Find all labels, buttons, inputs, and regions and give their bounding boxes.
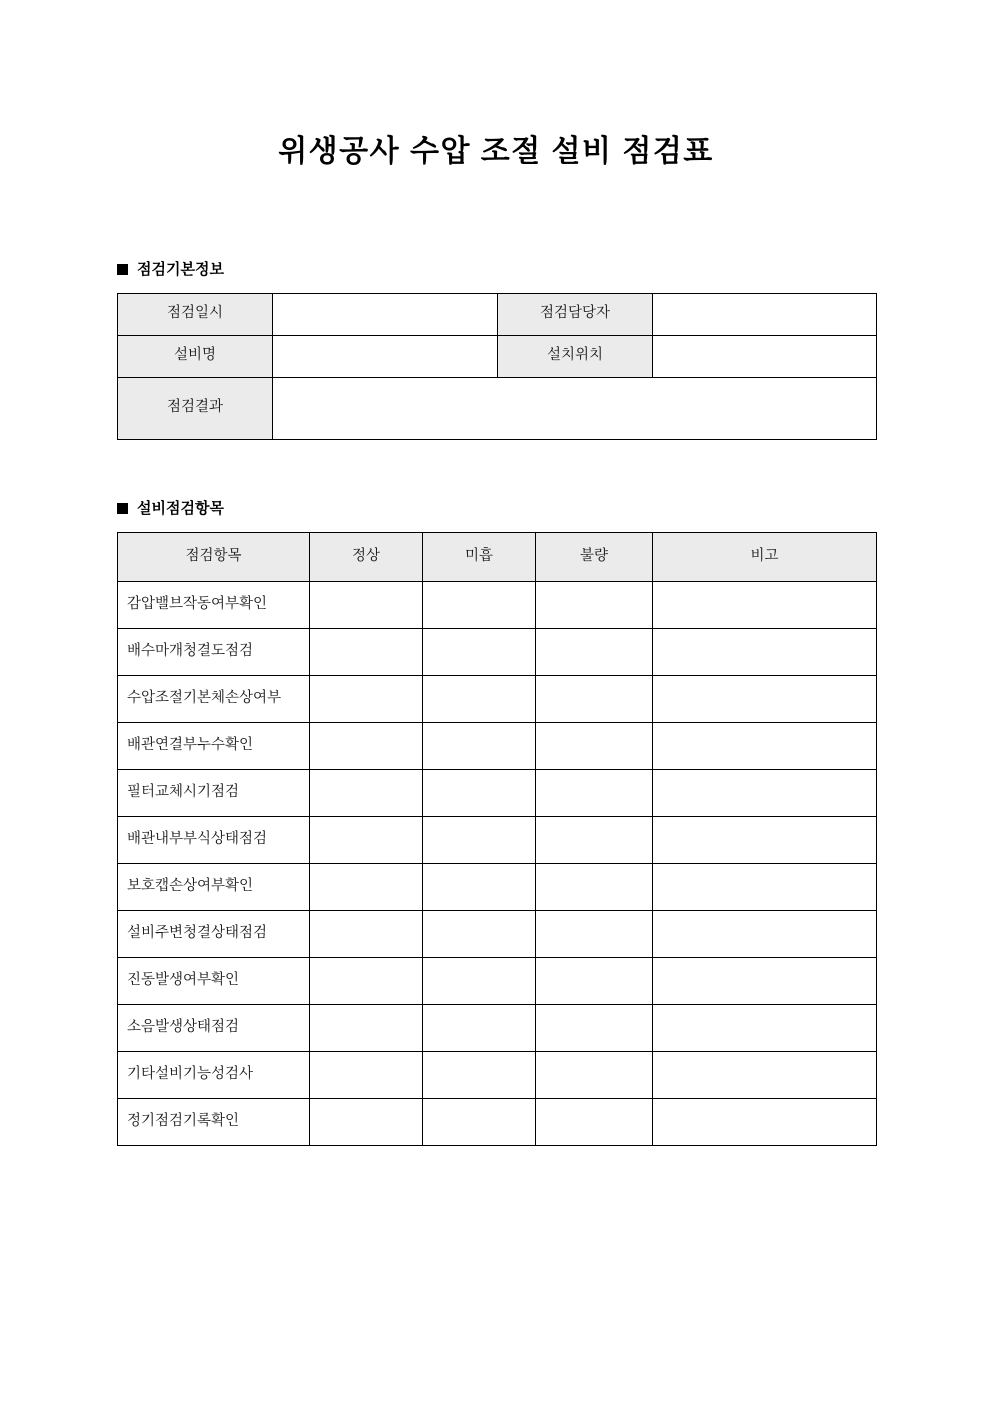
- table-row: [118, 335, 877, 377]
- inspection-remark[interactable]: [653, 1051, 877, 1098]
- inspection-mark-insufficient[interactable]: [423, 722, 536, 769]
- inspection-mark-normal[interactable]: [310, 1004, 423, 1051]
- inspection-remark[interactable]: [653, 816, 877, 863]
- inspection-mark-normal[interactable]: [310, 628, 423, 675]
- inspection-mark-defective[interactable]: [536, 863, 653, 910]
- section-heading-label: 설비점검항목: [137, 499, 224, 517]
- field-label-equipment-name: 설비명: [118, 335, 273, 377]
- inspection-mark-normal[interactable]: [310, 1051, 423, 1098]
- inspection-remark[interactable]: [653, 628, 877, 675]
- inspection-mark-defective[interactable]: [536, 957, 653, 1004]
- inspection-mark-defective[interactable]: [536, 769, 653, 816]
- field-value-inspection-datetime[interactable]: [273, 293, 498, 335]
- field-value-inspector[interactable]: [653, 293, 877, 335]
- inspection-mark-normal[interactable]: [310, 1098, 423, 1145]
- inspection-remark[interactable]: [653, 910, 877, 957]
- inspection-item-label: 설비주변청결상태점검: [118, 910, 310, 957]
- inspection-mark-insufficient[interactable]: [423, 1051, 536, 1098]
- inspection-mark-insufficient[interactable]: [423, 628, 536, 675]
- inspection-mark-defective[interactable]: [536, 675, 653, 722]
- basic-info-table: [117, 293, 877, 440]
- inspection-item-label: 배수마개청결도점검: [118, 628, 310, 675]
- inspection-mark-insufficient[interactable]: [423, 769, 536, 816]
- section-heading-inspection-items: [117, 501, 875, 516]
- inspection-remark[interactable]: [653, 675, 877, 722]
- inspection-mark-normal[interactable]: [310, 816, 423, 863]
- table-row: [118, 1004, 877, 1051]
- inspection-mark-normal[interactable]: [310, 863, 423, 910]
- inspection-item-label: 수압조절기본체손상여부: [118, 675, 310, 722]
- inspection-item-label: 진동발생여부확인: [118, 957, 310, 1004]
- table-row: [118, 910, 877, 957]
- inspection-item-label: 정기점검기록확인: [118, 1098, 310, 1145]
- inspection-item-label: 감압밸브작동여부확인: [118, 581, 310, 628]
- inspection-mark-normal[interactable]: [310, 581, 423, 628]
- column-header-normal: 정상: [310, 532, 423, 581]
- table-row: [118, 377, 877, 439]
- inspection-mark-insufficient[interactable]: [423, 675, 536, 722]
- inspection-remark[interactable]: [653, 863, 877, 910]
- table-header-row: [118, 532, 877, 581]
- table-row: [118, 863, 877, 910]
- inspection-items-table: [117, 532, 877, 1146]
- field-label-inspector: 점검담당자: [498, 293, 653, 335]
- table-row: [118, 293, 877, 335]
- inspection-mark-defective[interactable]: [536, 1098, 653, 1145]
- field-value-equipment-name[interactable]: [273, 335, 498, 377]
- field-label-install-location: 설치위치: [498, 335, 653, 377]
- inspection-mark-normal[interactable]: [310, 722, 423, 769]
- table-row: [118, 722, 877, 769]
- section-basic-info: [117, 171, 875, 440]
- section-heading-label: 점검기본정보: [137, 260, 224, 278]
- field-value-install-location[interactable]: [653, 335, 877, 377]
- table-row: [118, 769, 877, 816]
- inspection-remark[interactable]: [653, 769, 877, 816]
- column-header-item: 점검항목: [118, 532, 310, 581]
- inspection-mark-defective[interactable]: [536, 722, 653, 769]
- inspection-remark[interactable]: [653, 957, 877, 1004]
- inspection-mark-insufficient[interactable]: [423, 863, 536, 910]
- inspection-item-label: 기타설비기능성검사: [118, 1051, 310, 1098]
- inspection-mark-normal[interactable]: [310, 957, 423, 1004]
- inspection-mark-insufficient[interactable]: [423, 581, 536, 628]
- inspection-mark-defective[interactable]: [536, 628, 653, 675]
- table-row: [118, 1051, 877, 1098]
- inspection-mark-insufficient[interactable]: [423, 910, 536, 957]
- section-heading-basic-info: [117, 262, 875, 277]
- page-title: 위생공사 수압 조절 설비 점검표: [278, 135, 714, 168]
- field-label-inspection-datetime: 점검일시: [118, 293, 273, 335]
- table-row: [118, 675, 877, 722]
- inspection-remark[interactable]: [653, 1098, 877, 1145]
- inspection-item-label: 소음발생상태점검: [118, 1004, 310, 1051]
- inspection-items-body: [118, 581, 877, 1145]
- table-row: [118, 957, 877, 1004]
- inspection-remark[interactable]: [653, 722, 877, 769]
- table-row: [118, 816, 877, 863]
- field-value-inspection-result[interactable]: [273, 377, 877, 439]
- inspection-mark-insufficient[interactable]: [423, 1098, 536, 1145]
- filled-square-bullet-icon: [117, 264, 128, 275]
- inspection-mark-defective[interactable]: [536, 1051, 653, 1098]
- table-row: [118, 1098, 877, 1145]
- inspection-item-label: 배관내부부식상태점검: [118, 816, 310, 863]
- table-row: [118, 581, 877, 628]
- section-inspection-items: [117, 440, 875, 1146]
- inspection-item-label: 보호캡손상여부확인: [118, 863, 310, 910]
- inspection-mark-normal[interactable]: [310, 910, 423, 957]
- inspection-mark-defective[interactable]: [536, 816, 653, 863]
- inspection-remark[interactable]: [653, 581, 877, 628]
- inspection-item-label: 배관연결부누수확인: [118, 722, 310, 769]
- column-header-defective: 불량: [536, 532, 653, 581]
- column-header-remark: 비고: [653, 532, 877, 581]
- inspection-mark-defective[interactable]: [536, 1004, 653, 1051]
- inspection-item-label: 필터교체시기점검: [118, 769, 310, 816]
- column-header-insufficient: 미흡: [423, 532, 536, 581]
- filled-square-bullet-icon: [117, 503, 128, 514]
- inspection-mark-normal[interactable]: [310, 675, 423, 722]
- inspection-mark-insufficient[interactable]: [423, 957, 536, 1004]
- inspection-mark-insufficient[interactable]: [423, 1004, 536, 1051]
- inspection-mark-defective[interactable]: [536, 581, 653, 628]
- inspection-mark-normal[interactable]: [310, 769, 423, 816]
- inspection-mark-insufficient[interactable]: [423, 816, 536, 863]
- inspection-mark-defective[interactable]: [536, 910, 653, 957]
- field-label-inspection-result: 점검결과: [118, 377, 273, 439]
- inspection-remark[interactable]: [653, 1004, 877, 1051]
- table-row: [118, 628, 877, 675]
